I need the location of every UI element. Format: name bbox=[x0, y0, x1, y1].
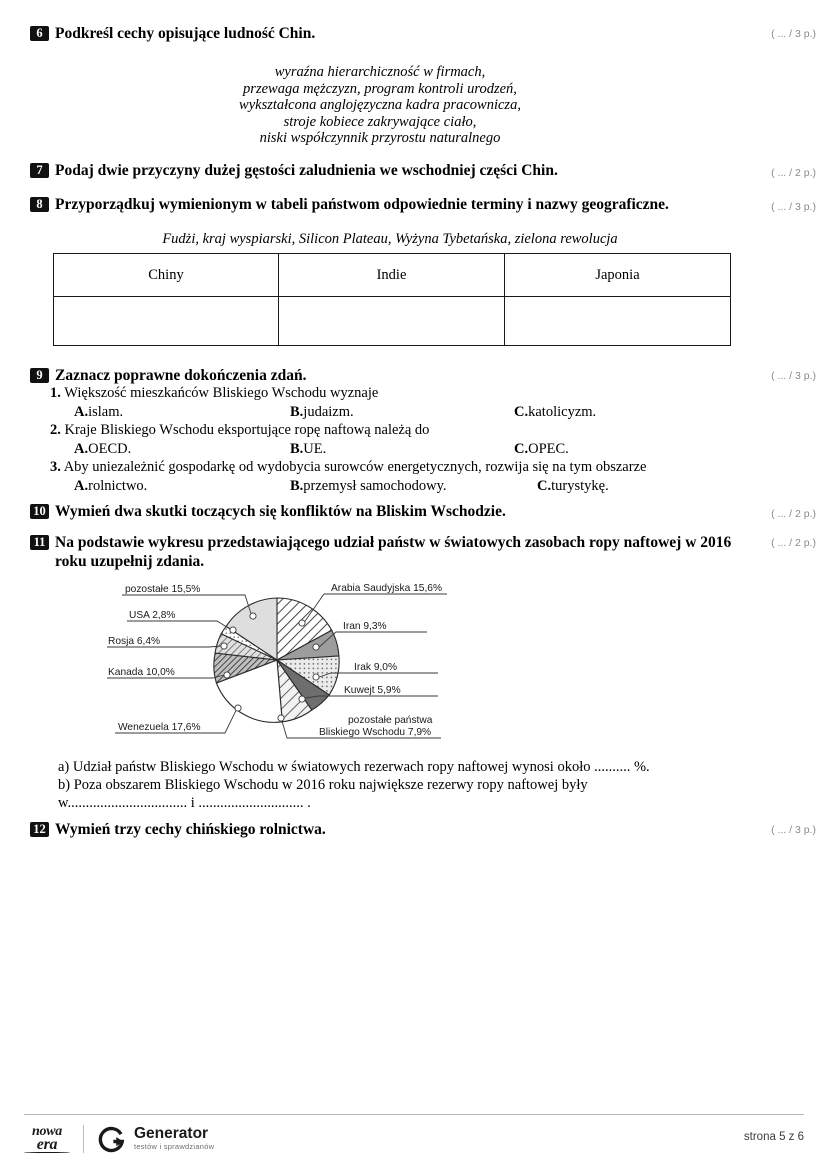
callout-leader-usa bbox=[127, 621, 230, 629]
points-badge-12: ( ... / 3 p.) bbox=[771, 824, 816, 836]
circular-arrow-g-icon bbox=[97, 1124, 127, 1154]
choice-letter: C. bbox=[537, 477, 552, 494]
oil-reserves-pie-chart bbox=[105, 568, 450, 753]
footer bbox=[24, 1124, 214, 1154]
sub-question-stem-row bbox=[50, 421, 750, 440]
choice-letter: B. bbox=[290, 477, 304, 494]
pie-label-pozostale: pozostałe 15,5% bbox=[125, 584, 201, 595]
fill-line-c[interactable]: w................................. i ............................. . bbox=[58, 795, 311, 811]
callout-marker-kanada bbox=[224, 672, 230, 678]
option-item[interactable]: wyraźna hierarchiczność w firmach, bbox=[274, 64, 486, 80]
choice-b[interactable] bbox=[290, 440, 327, 459]
choice-text: UE. bbox=[303, 440, 327, 457]
page-number: strona 5 z 6 bbox=[743, 1131, 804, 1143]
choice-a[interactable] bbox=[74, 477, 148, 496]
question-prompt: Podaj dwie przyczyny dużej gęstości zaludnienia we wschodniej części Chin. bbox=[55, 162, 558, 179]
question-8-term-bank: Fudżi, kraj wyspiarski, Silicon Plateau, Wyżyna Tybetańska, zielona rewolucja bbox=[162, 231, 618, 247]
question-10 bbox=[30, 502, 506, 521]
question-11-fill-lines bbox=[58, 758, 650, 812]
question-6-options bbox=[0, 64, 760, 147]
question-prompt-line1: Na podstawie wykresu przedstawiającego udział państw w światowych zasobach ropy naftowej w 2016 bbox=[55, 534, 732, 551]
choice-text: judaizm. bbox=[303, 403, 354, 420]
footer-vertical-divider bbox=[83, 1125, 84, 1153]
pie-label-pozostale-bw-line1: pozostałe państwa bbox=[348, 715, 433, 726]
question-7 bbox=[30, 161, 558, 180]
pie-label-rosja: Rosja 6,4% bbox=[108, 636, 161, 647]
sub-question-stem-row bbox=[50, 384, 750, 403]
question-number-badge: 6 bbox=[30, 26, 49, 41]
choice-c[interactable] bbox=[537, 477, 609, 496]
callout-marker-iran bbox=[313, 644, 319, 650]
table-header-cell-indie: Indie bbox=[279, 254, 505, 297]
question-number-badge: 12 bbox=[30, 822, 49, 837]
points-badge-10: ( ... / 2 p.) bbox=[771, 508, 816, 520]
fill-line-a[interactable]: a) Udział państw Bliskiego Wschodu w światowych rezerwach ropy naftowej wynosi około .......... %. bbox=[58, 759, 650, 775]
choice-text: islam. bbox=[88, 403, 124, 420]
pie-label-arabia-saudyjska: Arabia Saudyjska 15,6% bbox=[331, 583, 442, 594]
pie-chart-svg bbox=[105, 568, 450, 753]
question-number-badge: 8 bbox=[30, 197, 49, 212]
choice-row bbox=[50, 477, 750, 496]
callout-leader-arabia bbox=[305, 594, 447, 622]
pie-label-kuwejt: Kuwejt 5,9% bbox=[344, 685, 401, 696]
sub-question-index: 1. bbox=[50, 385, 61, 401]
choice-text: przemysł samochodowy. bbox=[303, 477, 447, 494]
logo-line-era: era bbox=[36, 1136, 58, 1153]
choice-letter: A. bbox=[74, 403, 89, 420]
choice-b[interactable] bbox=[290, 477, 447, 496]
question-number-badge: 11 bbox=[30, 535, 49, 550]
question-prompt: Przyporządkuj wymienionym w tabeli państwom odpowiednie terminy i nazwy geograficzne. bbox=[55, 196, 669, 213]
points-badge-8: ( ... / 3 p.) bbox=[771, 201, 816, 213]
choice-a[interactable] bbox=[74, 440, 132, 459]
choice-letter: A. bbox=[74, 440, 89, 457]
choice-row bbox=[50, 440, 750, 459]
pie-slices bbox=[214, 598, 339, 722]
question-prompt: Wymień dwa skutki toczących się konfliktów na Bliskim Wschodzie. bbox=[55, 503, 506, 520]
question-prompt: Wymień trzy cechy chińskiego rolnictwa. bbox=[55, 821, 326, 838]
question-9-item-2 bbox=[50, 421, 750, 458]
table-answer-cell-chiny[interactable] bbox=[54, 297, 279, 346]
footer-divider bbox=[24, 1114, 804, 1115]
question-prompt-line2: roku uzupełnij zdania. bbox=[55, 553, 205, 570]
callout-marker-wenezuela bbox=[235, 705, 241, 711]
choice-letter: B. bbox=[290, 440, 304, 457]
nowa-era-logo bbox=[24, 1125, 70, 1153]
choice-text: katolicyzm. bbox=[528, 403, 597, 420]
pie-label-kanada: Kanada 10,0% bbox=[108, 667, 175, 678]
sub-question-index: 3. bbox=[50, 459, 61, 475]
sub-question-index: 2. bbox=[50, 422, 61, 438]
option-item[interactable]: wykształcona anglojęzyczna kadra pracownicza, bbox=[239, 97, 521, 113]
question-number-badge: 7 bbox=[30, 163, 49, 178]
generator-title: Generator bbox=[134, 1125, 209, 1142]
pie-label-irak: Irak 9,0% bbox=[354, 662, 398, 673]
choice-text: rolnictwo. bbox=[88, 477, 148, 494]
callout-marker-rosja bbox=[221, 643, 227, 649]
choice-letter: C. bbox=[514, 440, 529, 457]
logo-line-nowa: nowa bbox=[32, 1124, 62, 1139]
option-item[interactable]: przewaga mężczyzn, program kontroli urodzeń, bbox=[243, 80, 517, 97]
points-badge-11: ( ... / 2 p.) bbox=[771, 537, 816, 549]
question-9-item-1 bbox=[50, 384, 750, 421]
choice-text: OECD. bbox=[88, 440, 132, 457]
choice-text: OPEC. bbox=[528, 440, 569, 457]
question-prompt: Podkreśl cechy opisujące ludność Chin. bbox=[55, 25, 316, 42]
pie-label-usa: USA 2,8% bbox=[129, 610, 176, 621]
sub-question-stem-row bbox=[50, 458, 750, 477]
option-item[interactable]: niski współczynnik przyrostu naturalnego bbox=[259, 130, 501, 146]
table-answer-row bbox=[54, 297, 731, 346]
table-header-cell-chiny: Chiny bbox=[54, 254, 279, 297]
pie-label-iran: Iran 9,3% bbox=[343, 621, 387, 632]
choice-letter: C. bbox=[514, 403, 529, 420]
generator-subtitle: testów i sprawdzianów bbox=[134, 1142, 215, 1151]
table-answer-cell-japonia[interactable] bbox=[505, 297, 731, 346]
callout-marker-pozostale bbox=[250, 613, 256, 619]
choice-c[interactable] bbox=[514, 440, 569, 459]
choice-letter: B. bbox=[290, 403, 304, 420]
table-header-cell-japonia: Japonia bbox=[505, 254, 731, 297]
question-prompt: Zaznacz poprawne dokończenia zdań. bbox=[55, 367, 307, 384]
fill-line-b[interactable]: b) Poza obszarem Bliskiego Wschodu w 2016 roku największe rezerwy ropy naftowej były bbox=[58, 777, 588, 793]
choice-c[interactable] bbox=[514, 403, 597, 422]
question-6 bbox=[30, 24, 315, 43]
question-number-badge: 10 bbox=[30, 504, 49, 519]
sub-question-stem: Większość mieszkańców Bliskiego Wschodu wyznaje bbox=[64, 385, 379, 401]
choice-letter: A. bbox=[74, 477, 89, 494]
pie-label-pozostale-bw-line2: Bliskiego Wschodu 7,9% bbox=[319, 727, 432, 738]
question-8 bbox=[30, 195, 669, 214]
callout-marker-irak bbox=[313, 674, 319, 680]
choice-row bbox=[50, 403, 750, 422]
points-badge-7: ( ... / 2 p.) bbox=[771, 167, 816, 179]
question-number-badge: 9 bbox=[30, 368, 49, 383]
sub-question-stem: Aby uniezależnić gospodarkę od wydobycia surowców energetycznych, rozwija się na tym obszarze bbox=[63, 459, 647, 475]
table-answer-cell-indie[interactable] bbox=[279, 297, 505, 346]
choice-b[interactable] bbox=[290, 403, 354, 422]
points-badge-6: ( ... / 3 p.) bbox=[771, 28, 816, 40]
points-badge-9: ( ... / 3 p.) bbox=[771, 370, 816, 382]
question-prompt bbox=[55, 533, 746, 571]
question-11 bbox=[30, 533, 746, 571]
question-9 bbox=[30, 366, 306, 385]
choice-text: turystykę. bbox=[551, 477, 609, 494]
choice-a[interactable] bbox=[74, 403, 124, 422]
country-match-table bbox=[53, 253, 731, 346]
question-12 bbox=[30, 820, 326, 839]
callout-marker-kuwejt bbox=[299, 696, 305, 702]
table-header-row bbox=[54, 254, 731, 297]
pie-label-wenezuela: Wenezuela 17,6% bbox=[118, 722, 201, 733]
question-9-item-3 bbox=[50, 458, 750, 495]
callout-marker-pozostale-bw bbox=[278, 715, 284, 721]
callout-marker-arabia bbox=[299, 620, 305, 626]
generator-wordmark bbox=[134, 1126, 214, 1152]
sub-question-stem: Kraje Bliskiego Wschodu eksportujące ropę naftową należą do bbox=[64, 422, 430, 438]
callout-marker-usa bbox=[230, 627, 236, 633]
option-item[interactable]: stroje kobiece zakrywające ciało, bbox=[283, 113, 477, 130]
